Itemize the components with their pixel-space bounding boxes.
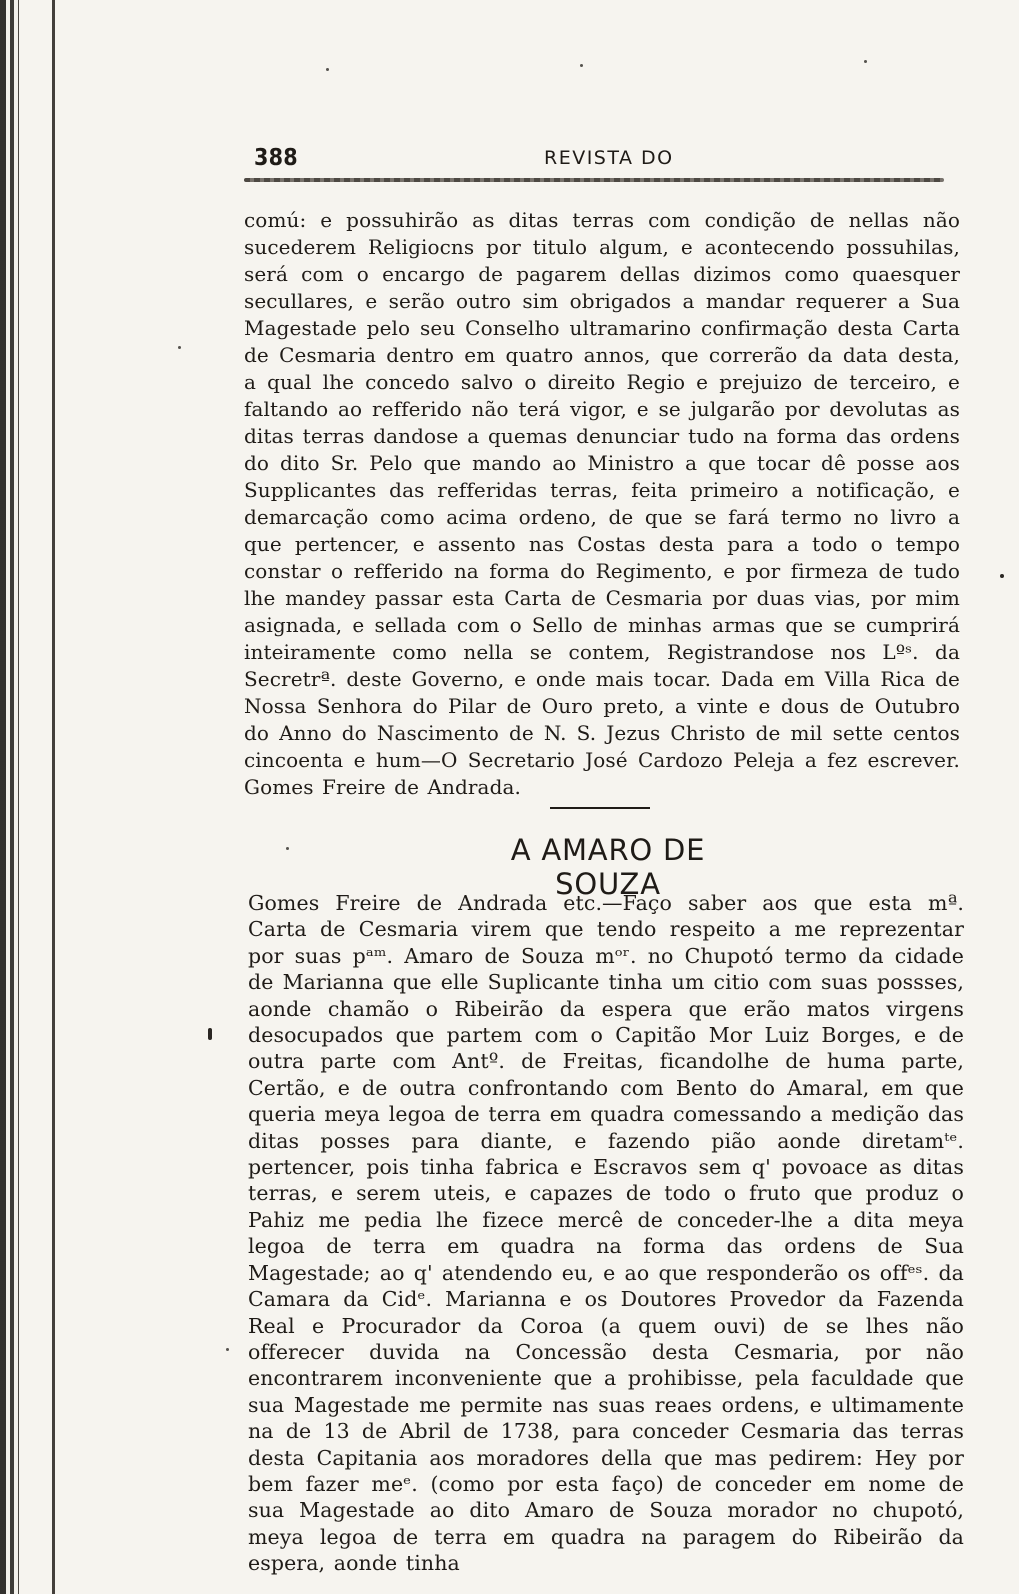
running-title: REVISTA DO — [544, 147, 674, 169]
previous-document-text: comú: e possuhirão as ditas terras com condição de nellas não sucederem Religiocns por titulo algum, e acontecendo possuhilas, será com o encargo de pagarem dellas dizimos como quaesquer secullares, e serão outro sim obrigados a mandar requerer a Sua Magestade pelo seu Conselho ultramarino confirmação desta Carta de Cesmaria dentro em quatro annos, que correrão da data desta, a qual lhe concedo salvo o direito Regio e prejuizo de terceiro, e faltando ao refferido não terá vigor, e se julgarão por devolutas as ditas terras dandose a quemas denunciar tudo na forma das ordens do dito Sr. Pelo que mando ao Ministro a que tocar dê posse aos Supplicantes das refferidas terras, feita primeiro a notificação, e demarcação como acima ordeno, de que se fará termo no livro a que pertencer, e assento nas Costas desta para a todo o tempo constar o refferido na forma do Regimento, e por firmeza de tudo lhe mandey passar esta Carta de Cesmaria por duas vias, por mim asignada, e sellada com o Sello de minhas armas que se cumprirá inteiramente como nella se contem, Registrandose nos Lºˢ. da Secretrª. deste Governo, e onde mais tocar. Dada em Villa Rica de Nossa Senhora do Pilar de Ouro preto, a vinte e dous de Outubro do Anno do Nascimento de N. S. Jezus Christo de mil sette centos cincoenta e hum—O Secretario José Cardozo Peleja a fez escrever. Gomes Freire de Andrada. — [244, 208, 969, 799]
document-page — [244, 145, 973, 1576]
paper-speck — [226, 1348, 229, 1351]
paper-speck — [580, 64, 583, 67]
section-divider — [550, 807, 650, 809]
header-rule — [244, 178, 944, 182]
section-body-text: Gomes Freire de Andrada etc.—Faço saber aos que esta mª. Carta de Cesmaria virem que tendo respeito a me reprezentar por suas pᵃᵐ. Amaro de Souza mᵒʳ. no Chupotó termo da cidade de Marianna que elle Suplicante tinha um citio com suas possses, aonde chamão o Ribeirão da espera que erão matos virgens desocupados que partem com o Capitão Mor Luiz Borges, e de outra parte com Antº. de Freitas, ficandolhe de huma parte, Certão, e de outra confrontando com Bento do Amaral, em que queria meya legoa de terra em quadra comessando a medição das ditas posses para diante, e fazendo pião aonde diretamᵗᵉ. pertencer, pois tinha fabrica e Escravos sem q' povoace as ditas terras, e serem uteis, e capazes de todo o fruto que produz o Pahiz me pedia lhe fizece mercê de conceder-lhe a dita meya legoa de terra em quadra na forma das ordens de Sua Magestade; ao q' atendendo eu, e ao que responderão os offᵉˢ. da Camara da Cidᵉ. Marianna e os Doutores Provedor da Fazenda Real e Procurador da Coroa (a quem ouvi) de se lhes não offerecer duvida na Concessão desta Cesmaria, por não encontrarem inconveniente que a prohibisse, pela faculdade que sua Magestade me permite nas suas reaes ordens, e ultimamente na de 13 de Abril de 1738, para conceder Cesmaria das terras desta Capitania aos moradores della que mas pedirem: Hey por bem fazer meᵉ. (como por esta faço) de conceder em nome de sua Magestade ao dito Amaro de Souza morador no chupotó, meya legoa de terra em quadra na paragem do Ribeirão da espera, aonde tinha — [248, 891, 973, 1576]
paper-speck — [326, 68, 329, 71]
page-gutter — [0, 0, 68, 1594]
margin-mark — [208, 1028, 212, 1040]
page-number: 388 — [254, 145, 298, 171]
section-title: A AMARO DE SOUZA — [510, 833, 706, 901]
paper-speck — [178, 346, 181, 349]
margin-dot — [1000, 574, 1004, 578]
page-header — [244, 145, 958, 179]
paper-speck — [864, 60, 867, 63]
